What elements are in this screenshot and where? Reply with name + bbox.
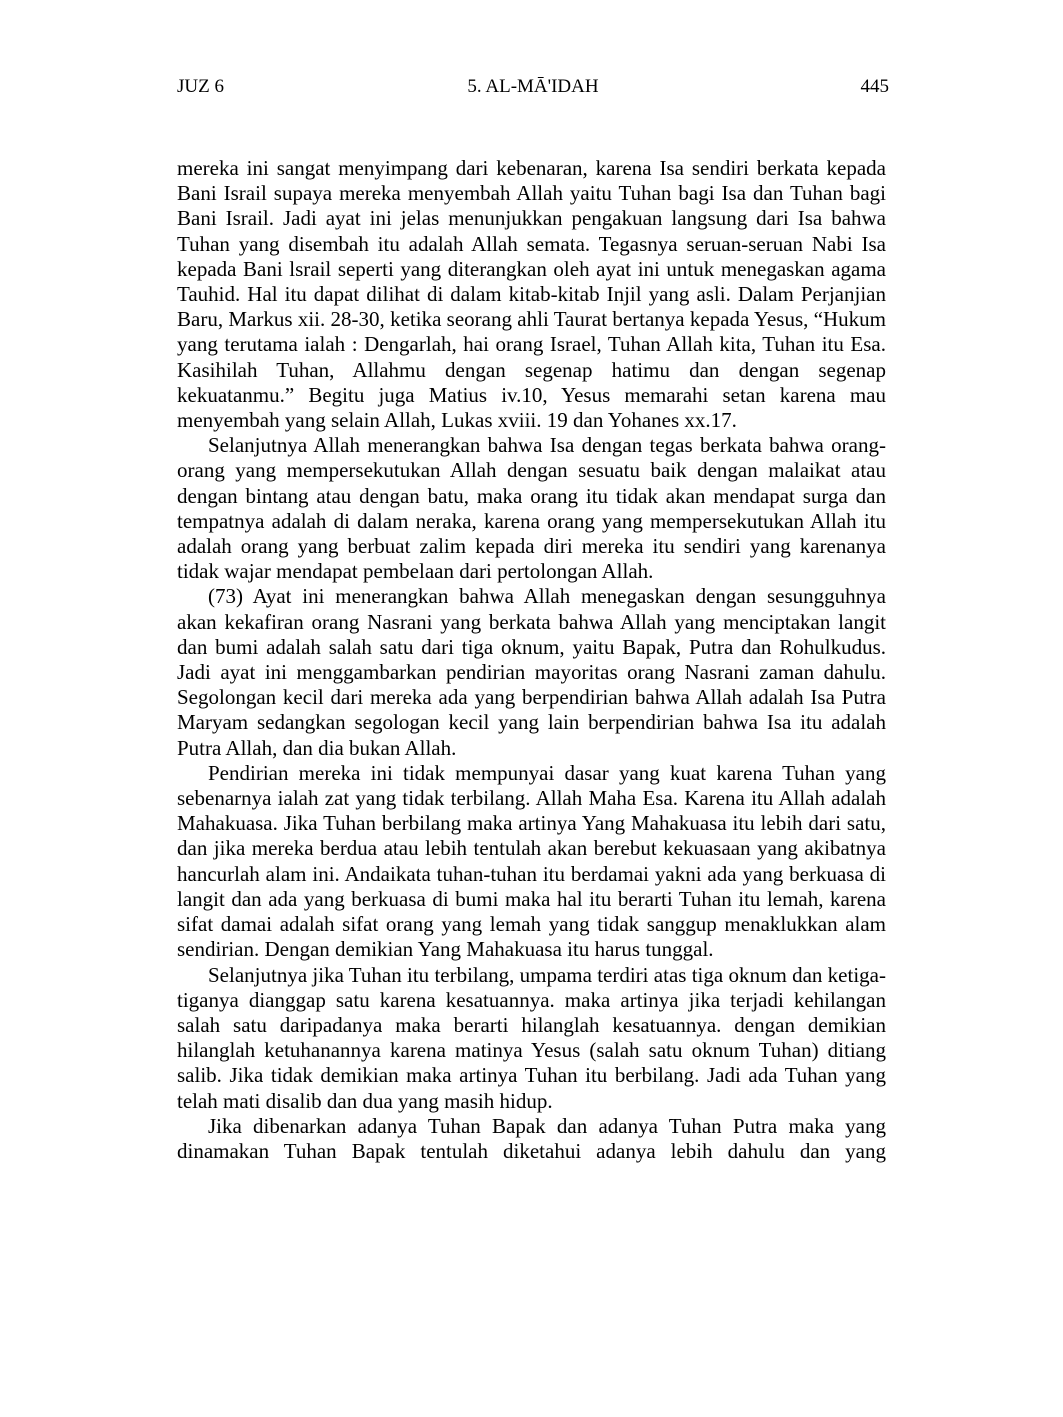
page-number: 445	[860, 76, 889, 97]
header-juz: JUZ 6	[177, 76, 224, 97]
paragraph-isa-shirk: Selanjutnya Allah menerangkan bahwa Isa dengan tegas berkata bahwa orang-orang yang mempersekutukan Allah dengan sesuatu baik dengan malaikat atau dengan bintang atau dengan batu, maka orang itu tidak akan mendapat surga dan tempatnya adalah di dalam neraka, karena orang yang mempersekutukan Allah itu adalah orang yang berbuat zalim kepada diri mereka itu sendiri yang karenanya tidak wajar mendapat pembelaan dari pertolongan Allah.	[177, 433, 886, 584]
paragraph-tuhan-bapak: Jika dibenarkan adanya Tuhan Bapak dan adanya Tuhan Putra maka yang dinamakan Tuhan Bapak tentulah diketahui adanya lebih dahulu dan yang	[177, 1113, 886, 1163]
paragraph-continuation: mereka ini sangat menyimpang dari kebenaran, karena Isa sendiri berkata kepada Bani Israil supaya mereka menyembah Allah yaitu Tuhan bagi Isa dan Tuhan bagi Bani Israil. Jadi ayat ini jelas menunjukkan pengakuan langsung dari Isa bahwa Tuhan yang disembah itu adalah Allah semata. Tegasnya seruan-seruan Nabi Isa kepada Bani lsrail seperti yang diterangkan oleh ayat ini untuk menegaskan agama Tauhid. Hal itu dapat dilihat di dalam kitab-kitab Injil yang asli. Dalam Perjanjian Baru, Markus xii. 28-30, ketika seorang ahli Taurat bertanya kepada Yesus, “Hukum yang terutama ialah : Dengarlah, hai orang Israel, Tuhan Allah kita, Tuhan itu Esa. Kasihilah Tuhan, Allahmu dengan segenap hatimu dan dengan segenap kekuatanmu.” Begitu juga Matius iv.10, Yesus memarahi setan karena mau menyembah yang selain Allah, Lukas xviii. 19 dan Yohanes xx.17.	[177, 156, 886, 433]
running-header	[177, 72, 889, 102]
paragraph-pendirian: Pendirian mereka ini tidak mempunyai dasar yang kuat karena Tuhan yang sebenarnya ialah zat yang tidak terbilang. Allah Maha Esa. Karena itu Allah adalah Mahakuasa. Jika Tuhan berbilang maka artinya Yang Mahakuasa itu lebih dari satu, dan jika mereka berdua atau lebih tentulah akan berebut kekuasaan yang akibatnya hancurlah alam ini. Andaikata tuhan-tuhan itu berdamai yakni ada yang berkuasa di langit dan ada yang berkuasa di bumi maka hal itu berarti Tuhan itu lemah, karena sifat damai adalah sifat orang yang lemah yang tidak sanggup menaklukkan alam sendirian. Dengan demikian Yang Mahakuasa itu harus tunggal.	[177, 760, 886, 962]
body-text	[177, 156, 886, 1164]
paragraph-selanjutnya: Selanjutnya jika Tuhan itu terbilang, umpama terdiri atas tiga oknum dan ketiga-tiganya dianggap satu karena kesatuannya. maka artinya jika terjadi kehilangan salah satu daripadanya maka berarti hilanglah kesatuannya. dengan demikian hilanglah ketuhanannya karena matinya Yesus (salah satu oknum Tuhan) ditiang salib. Jika tidak demikian maka artinya Tuhan itu berbilang. Jadi ada Tuhan yang telah mati disalib dan dua yang masih hidup.	[177, 962, 886, 1113]
header-surah-title: 5. AL-MĀ'IDAH	[467, 76, 599, 97]
paragraph-verse-73: (73) Ayat ini menerangkan bahwa Allah menegaskan dengan sesungguhnya akan kekafiran orang Nasrani yang berkata bahwa Allah yang menciptakan langit dan bumi adalah salah satu dari tiga oknum, yaitu Bapak, Putra dan Rohulkudus. Jadi ayat ini menggambarkan pendirian mayoritas orang Nasrani zaman dahulu. Segolongan kecil dari mereka ada yang berpendirian bahwa Allah adalah Isa Putra Maryam sedangkan segologan kecil yang lain berpendirian bahwa Isa itu adalah Putra Allah, dan dia bukan Allah.	[177, 584, 886, 760]
